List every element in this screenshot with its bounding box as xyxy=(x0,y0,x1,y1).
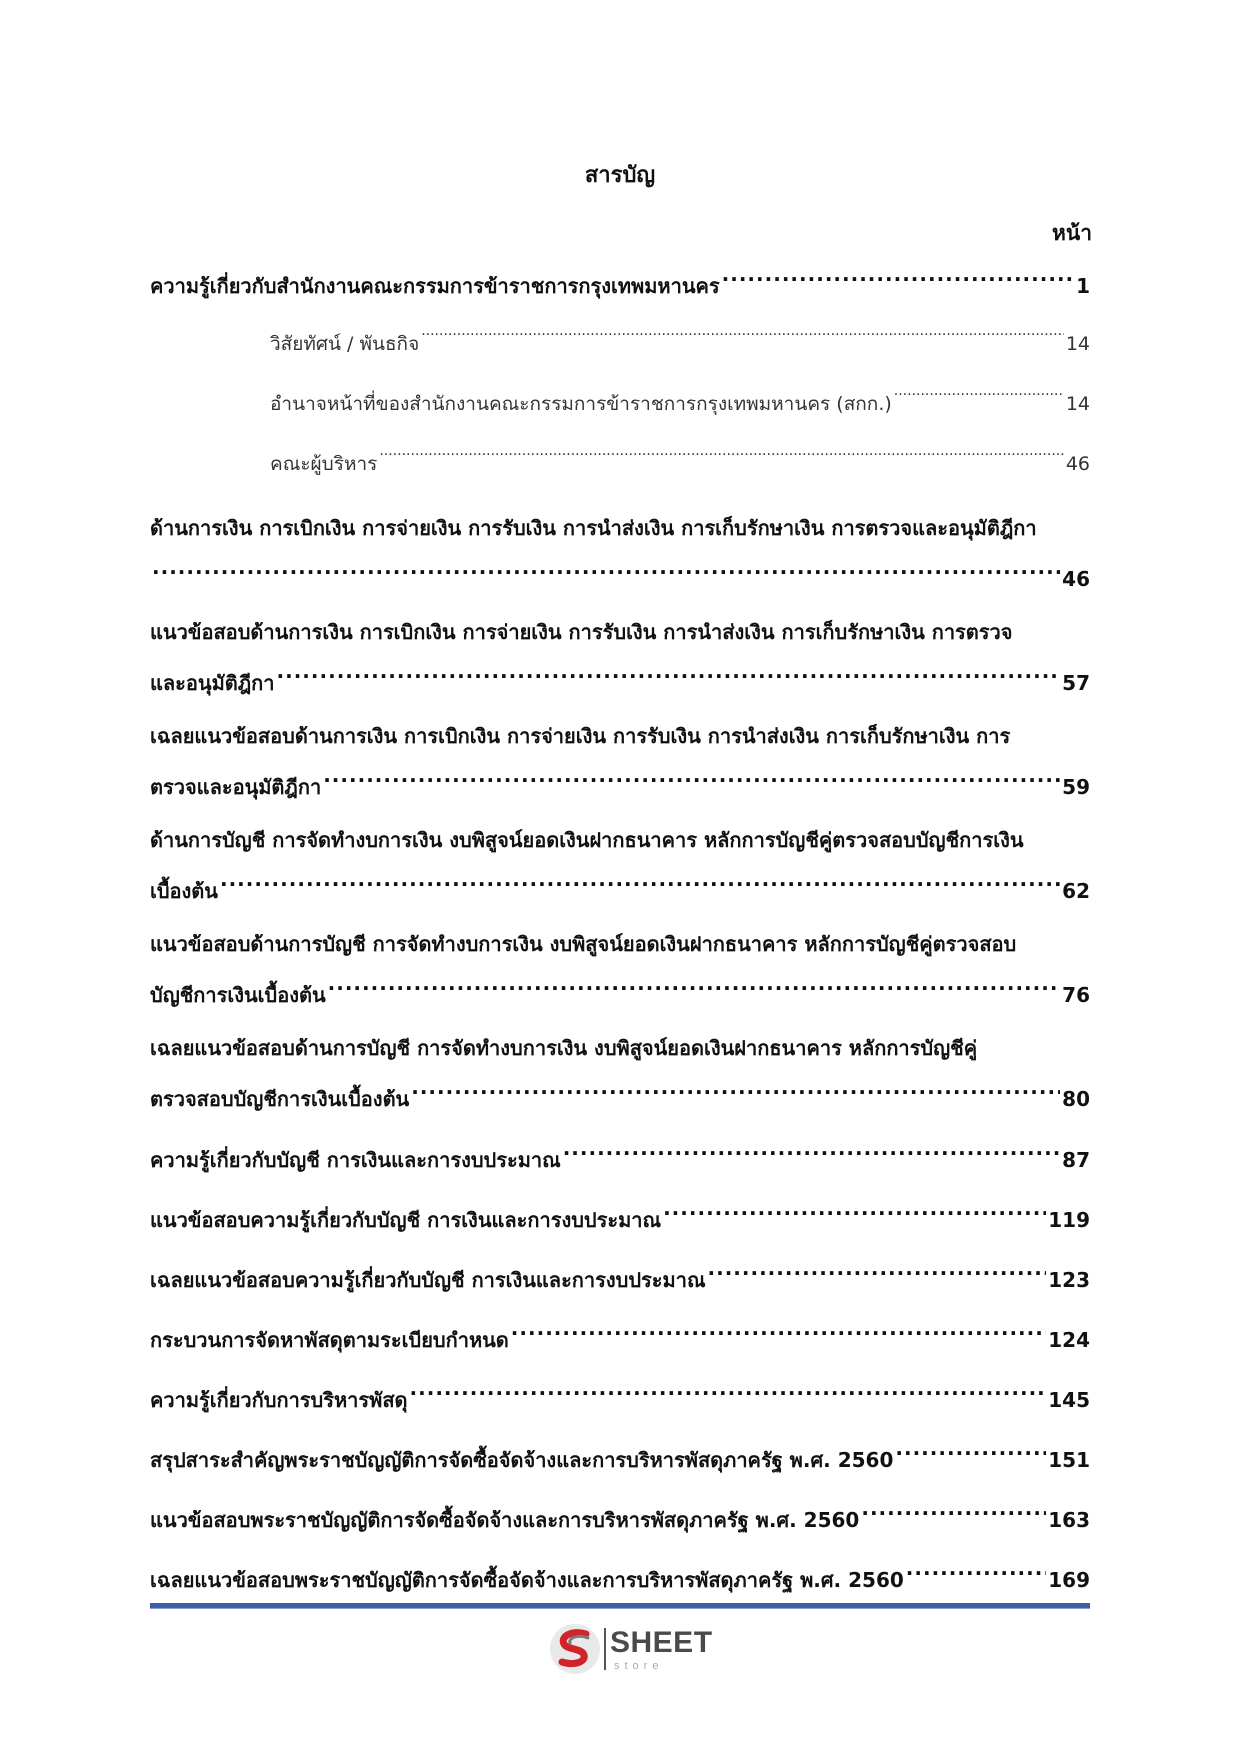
toc-subentry[interactable] xyxy=(270,440,1090,479)
toc-entry-page: 169 xyxy=(1048,1568,1090,1592)
dot-leader xyxy=(220,868,1060,898)
toc-entry-text: ตรวจและอนุมัติฎีกา xyxy=(150,775,322,799)
toc-entry-text: แนวข้อสอบพระราชบัญญัติการจัดซื้อจัดจ้างและการบริหารพัสดุภาครัฐ พ.ศ. 2560 xyxy=(150,1508,860,1532)
toc-subentry[interactable] xyxy=(270,320,1090,359)
dot-leader xyxy=(663,1197,1046,1227)
dot-leader xyxy=(708,1257,1047,1287)
toc-entry-line1[interactable]: เฉลยแนวข้อสอบด้านการเงิน การเบิกเงิน การจ่ายเงิน การรับเงิน การนำส่งเงิน การเก็บรักษาเงิน การ xyxy=(150,724,1011,748)
toc-entry-text: เฉลยแนวข้อสอบความรู้เกี่ยวกับบัญชี การเงินและการงบประมาณ xyxy=(150,1268,706,1292)
dot-leader xyxy=(328,972,1061,1002)
toc-subentry[interactable] xyxy=(270,380,1090,419)
toc-entry-page: 62 xyxy=(1062,879,1090,903)
toc-entry[interactable] xyxy=(150,1076,1090,1114)
dot-leader xyxy=(861,1497,1046,1527)
dot-leader xyxy=(563,1137,1060,1167)
dot-leader xyxy=(410,1377,1047,1407)
toc-entry-line1[interactable]: เฉลยแนวข้อสอบด้านการบัญชี การจัดทำงบการเงิน งบพิสูจน์ยอดเงินฝากธนาคาร หลักการบัญชีคู่ xyxy=(150,1036,978,1060)
toc-entry-line1[interactable]: ด้านการเงิน การเบิกเงิน การจ่ายเงิน การรับเงิน การนำส่งเงิน การเก็บรักษาเงิน การตรวจและอนุมัติฎีกา xyxy=(150,516,1037,540)
toc-entry[interactable] xyxy=(150,1317,1090,1355)
toc-entry-page: 123 xyxy=(1048,1268,1090,1292)
toc-entry[interactable] xyxy=(150,263,1090,301)
toc-entry-line1[interactable]: แนวข้อสอบด้านการเงิน การเบิกเงิน การจ่ายเงิน การรับเงิน การนำส่งเงิน การเก็บรักษาเงิน การตรวจ xyxy=(150,620,1013,644)
toc-entry-text: และอนุมัติฎีกา xyxy=(150,671,275,695)
toc-entry-text: กระบวนการจัดหาพัสดุตามระเบียบกำหนด xyxy=(150,1328,509,1352)
toc-entry-page: 46 xyxy=(1065,453,1090,475)
toc-entry-page: 124 xyxy=(1048,1328,1090,1352)
toc-entry[interactable] xyxy=(150,764,1090,802)
dot-leader xyxy=(421,320,1064,350)
toc-entry-text: ความรู้เกี่ยวกับการบริหารพัสดุ xyxy=(150,1388,408,1412)
toc-entry-text: ตรวจสอบบัญชีการเงินเบื้องต้น xyxy=(150,1087,410,1111)
toc-entry-page: 57 xyxy=(1062,671,1090,695)
toc-entry-page: 80 xyxy=(1062,1087,1090,1111)
toc-entry[interactable] xyxy=(150,972,1090,1010)
dot-leader xyxy=(906,1557,1046,1587)
toc-entry[interactable] xyxy=(150,868,1090,906)
toc-entry-text: ความรู้เกี่ยวกับสำนักงานคณะกรรมการข้าราชการกรุงเทพมหานคร xyxy=(150,274,720,298)
toc-entry-page: 1 xyxy=(1076,274,1090,298)
dot-leader xyxy=(379,440,1063,470)
toc-entry-line1[interactable]: ด้านการบัญชี การจัดทำงบการเงิน งบพิสูจน์ยอดเงินฝากธนาคาร หลักการบัญชีคู่ตรวจสอบบัญชีการเงิน xyxy=(150,828,1024,852)
toc-entry[interactable] xyxy=(150,1377,1090,1415)
toc-entry-text: เบื้องต้น xyxy=(150,879,218,903)
toc-entry-text: เฉลยแนวข้อสอบพระราชบัญญัติการจัดซื้อจัดจ้างและการบริหารพัสดุภาครัฐ พ.ศ. 2560 xyxy=(150,1568,904,1592)
sheet-store-logo xyxy=(548,1622,728,1678)
toc-entry-page: 87 xyxy=(1062,1148,1090,1172)
logo-subtitle: store xyxy=(614,1660,664,1672)
toc-entry-page: 59 xyxy=(1062,775,1090,799)
toc-entry-text: วิสัยทัศน์ / พันธกิจ xyxy=(270,333,420,355)
toc-entry-page: 46 xyxy=(1062,567,1090,591)
dot-leader xyxy=(894,380,1064,410)
toc-entry-page: 151 xyxy=(1048,1448,1090,1472)
toc-entry-text: แนวข้อสอบความรู้เกี่ยวกับบัญชี การเงินและการงบประมาณ xyxy=(150,1208,662,1232)
logo-wordmark: SHEET xyxy=(610,1626,713,1659)
toc-entry-text: บัญชีการเงินเบื้องต้น xyxy=(150,983,326,1007)
logo-divider xyxy=(604,1628,606,1670)
toc-entry-page: 14 xyxy=(1065,333,1090,355)
toc-entry[interactable] xyxy=(150,1197,1090,1235)
toc-entry-line1[interactable]: แนวข้อสอบด้านการบัญชี การจัดทำงบการเงิน งบพิสูจน์ยอดเงินฝากธนาคาร หลักการบัญชีคู่ตรวจสอบ xyxy=(150,932,1017,956)
toc-entry[interactable] xyxy=(150,1257,1090,1295)
dot-leader xyxy=(895,1437,1046,1467)
dot-leader xyxy=(511,1317,1046,1347)
toc-entry[interactable] xyxy=(150,660,1090,698)
toc-entry-page: 145 xyxy=(1048,1388,1090,1412)
toc-entry-page: 14 xyxy=(1065,393,1090,415)
toc-entry-page: 76 xyxy=(1062,983,1090,1007)
dot-leader xyxy=(323,764,1060,794)
toc-entry-text: สรุปสาระสำคัญพระราชบัญญัติการจัดซื้อจัดจ้างและการบริหารพัสดุภาครัฐ พ.ศ. 2560 xyxy=(150,1448,894,1472)
toc-entry-page: 163 xyxy=(1048,1508,1090,1532)
toc-entry[interactable] xyxy=(150,1437,1090,1475)
toc-entry-text: ความรู้เกี่ยวกับบัญชี การเงินและการงบประมาณ xyxy=(150,1148,561,1172)
toc-entry[interactable] xyxy=(150,1497,1090,1535)
toc-entry[interactable] xyxy=(150,1137,1090,1175)
page-column-header: หน้า xyxy=(1052,221,1092,245)
toc-entry-page: 119 xyxy=(1048,1208,1090,1232)
toc-entry[interactable] xyxy=(150,556,1090,594)
footer-rule xyxy=(150,1603,1090,1609)
dot-leader xyxy=(277,660,1061,690)
sheet-logo-icon xyxy=(548,1622,602,1676)
dot-leader xyxy=(411,1076,1060,1106)
dot-leader xyxy=(722,263,1074,293)
toc-entry[interactable] xyxy=(150,1557,1090,1595)
toc-entry-text: คณะผู้บริหาร xyxy=(270,453,378,475)
dot-leader xyxy=(152,556,1060,586)
page-title: สารบัญ xyxy=(584,163,656,188)
toc-entry-text: อำนาจหน้าที่ของสำนักงานคณะกรรมการข้าราชการกรุงเทพมหานคร (สกก.) xyxy=(270,393,892,415)
